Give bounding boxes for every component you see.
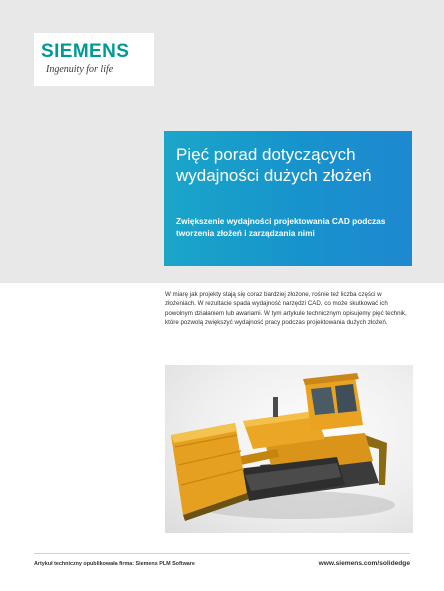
logo-wordmark: SIEMENS <box>41 41 130 62</box>
footer-url[interactable]: www.siemens.com/solidedge <box>318 560 410 567</box>
title-panel <box>164 131 412 266</box>
intro-paragraph: W miarę jak projekty stają się coraz bardziej złożone, rośnie też liczba części w złożeniach. W rezultacie spada wydajność narzędzi CAD, co może skutkować ich powolnym działaniem lub awariami. W tym artykule technicznym opisujemy pięć technik, które pozwolą zwiększyć wydajność pracy podczas projektowania dużych złożeń. <box>165 291 407 327</box>
siemens-logo <box>34 33 154 86</box>
document-title: Pięć porad dotyczących wydajności dużych złożeń <box>176 145 372 185</box>
bulldozer-image <box>165 365 413 533</box>
bulldozer-illustration <box>165 365 413 533</box>
logo-tagline: Ingenuity for life <box>46 64 114 75</box>
document-subtitle: Zwiększenie wydajności projektowania CAD podczas tworzenia złożeń i zarządzania nimi <box>176 216 386 238</box>
footer-divider <box>34 553 410 554</box>
footer-publisher: Artykuł techniczny opublikowała firma: Siemens PLM Software <box>34 561 195 567</box>
